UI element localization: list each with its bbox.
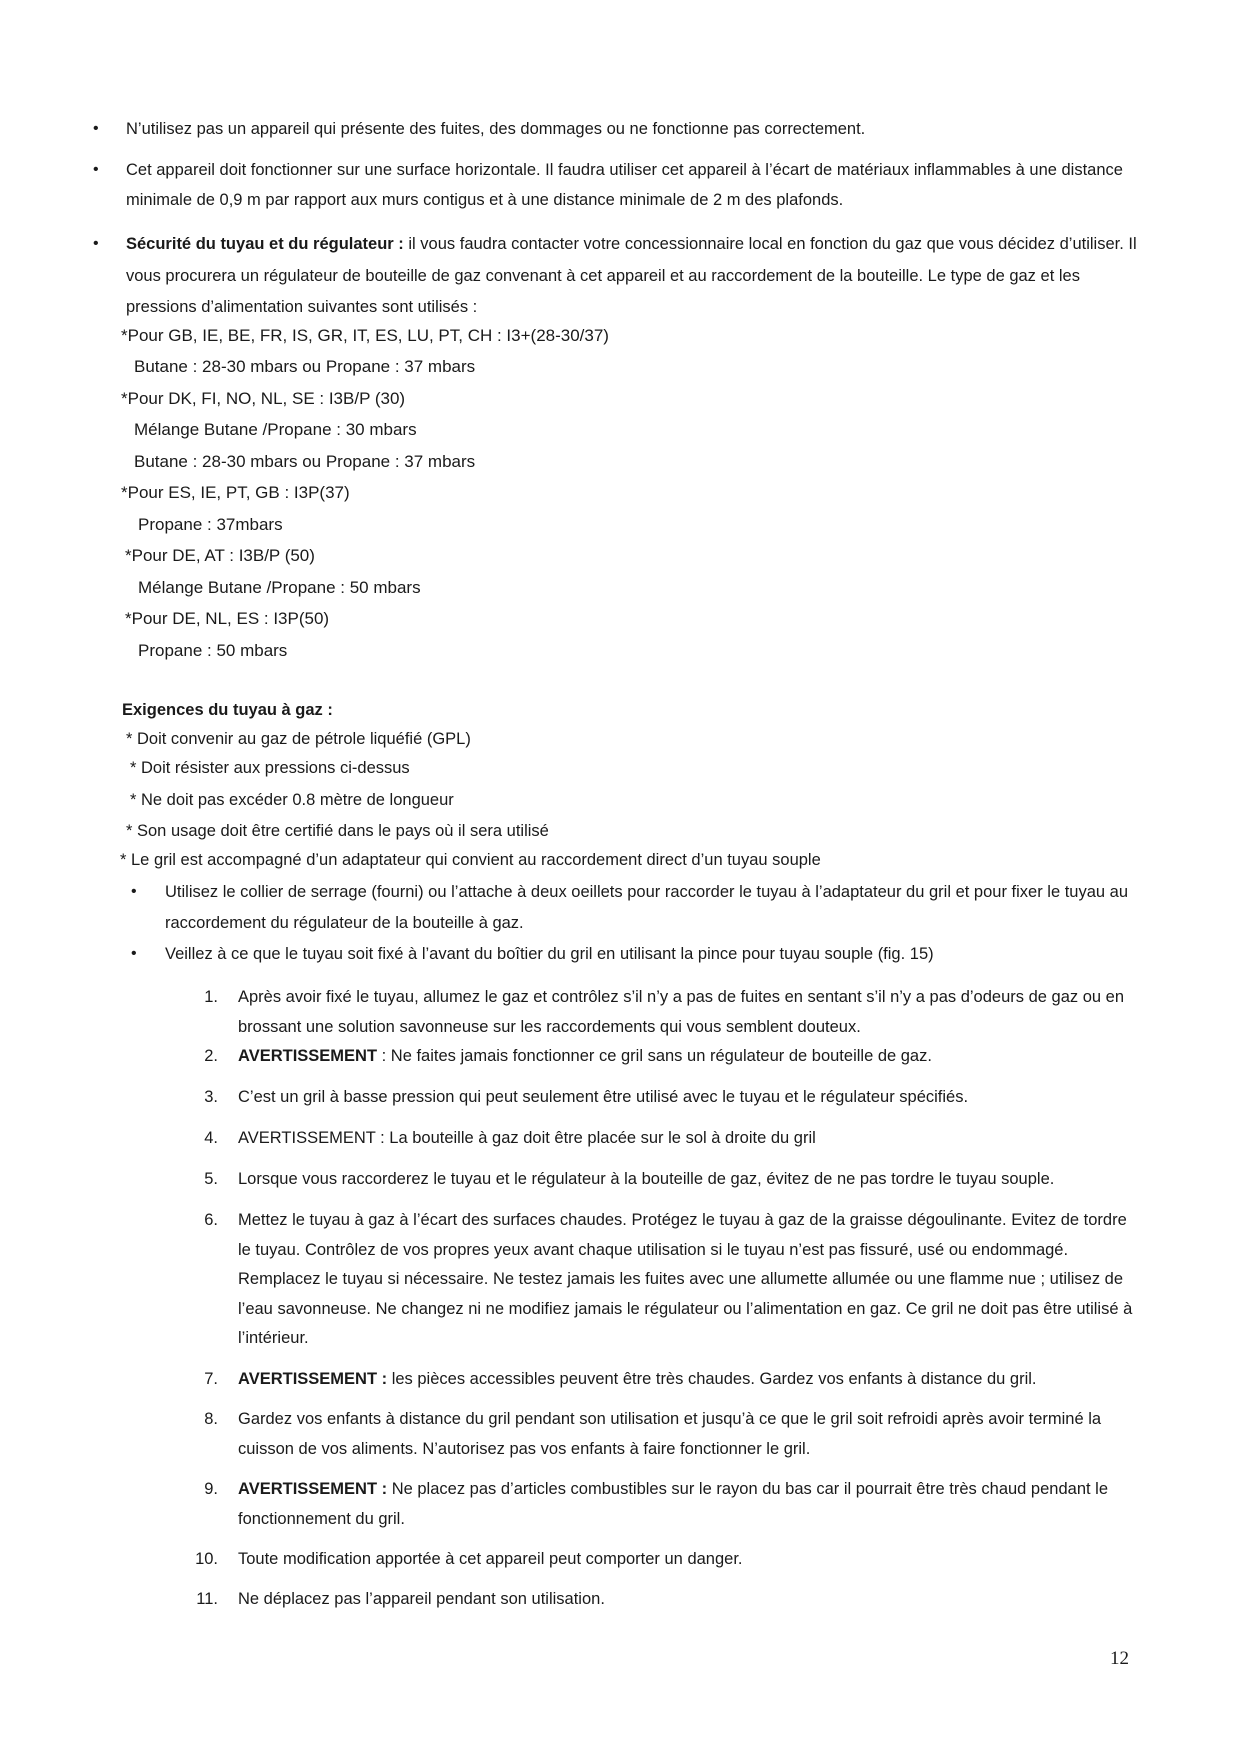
sub-bullet-item: Veillez à ce que le tuyau soit fixé à l’avant du boîtier du gril en utilisant la pince pour tuyau souple (fig. 15) [165,945,934,963]
list-item [238,1365,1143,1395]
bullet-text: N’utilisez pas un appareil qui présente des fuites, des dommages ou ne fonctionne pas correctement. [126,120,866,138]
gas-line: Butane : 28-30 mbars ou Propane : 37 mbars [134,357,476,376]
list-item [238,1124,1143,1154]
gas-line: Propane : 37mbars [138,515,283,534]
warning-label: AVERTISSEMENT : [238,1480,388,1498]
list-number: 8. [204,1410,218,1428]
list-number: 11. [196,1590,218,1608]
list-number: 6. [204,1211,218,1229]
list-item [238,1585,1143,1615]
list-item [238,983,1143,1042]
gas-line: *Pour DE, NL, ES : I3P(50) [125,609,330,628]
list-number: 7. [204,1370,218,1388]
gas-line: *Pour ES, IE, PT, GB : I3P(37) [121,483,350,502]
bullet-bold-heading: Sécurité du tuyau et du régulateur : [126,235,404,253]
list-item [238,1405,1143,1464]
requirement-line: * Ne doit pas excéder 0.8 mètre de longueur [130,791,454,809]
list-item [238,1475,1143,1534]
bullet-dot: • [93,120,99,137]
gas-line: *Pour DE, AT : I3B/P (50) [125,546,315,565]
list-number: 5. [204,1170,218,1188]
list-item-text: Toute modification apportée à cet appareil peut comporter un danger. [238,1550,743,1568]
list-number: 10. [195,1550,218,1568]
bullet-item [126,114,1136,144]
bullet-dot: • [93,161,99,178]
gas-line: Propane : 50 mbars [138,641,288,660]
gas-line: Butane : 28-30 mbars ou Propane : 37 mbars [134,452,476,471]
warning-label: AVERTISSEMENT : [238,1370,388,1388]
requirement-line: * Doit convenir au gaz de pétrole liquéfié (GPL) [126,730,471,748]
bullet-item [126,155,1136,215]
gas-line: Mélange Butane /Propane : 50 mbars [138,578,421,597]
list-item [238,1165,1143,1195]
gas-line: Mélange Butane /Propane : 30 mbars [134,420,417,439]
bullet-dot: • [93,235,99,252]
sub-bullet-item: Utilisez le collier de serrage (fourni) ou l’attache à deux oeillets pour raccorder le tuyau à l’adaptateur du gril et pour fixer le tuyau au raccordement du régulateur de la bouteille à gaz. [165,883,1129,932]
list-number: 3. [204,1088,218,1106]
bullet-text: Cet appareil doit fonctionner sur une surface horizontale. Il faudra utiliser cet appareil à l’écart de matériaux inflammables à une distance minimale de 0,9 m par rapport aux murs contigus et à une distance minimale de 2 m des plafonds. [126,161,1123,209]
list-number: 2. [204,1047,218,1065]
list-item [238,1042,1143,1072]
requirement-line: * Doit résister aux pressions ci-dessus [130,759,410,777]
gas-line: *Pour GB, IE, BE, FR, IS, GR, IT, ES, LU, PT, CH : I3+(28-30/37) [121,326,609,345]
list-item [238,1083,1143,1113]
bullet-item [126,229,1146,324]
list-number: 4. [204,1129,218,1147]
warning-label: AVERTISSEMENT [238,1047,378,1065]
hose-requirements-title: Exigences du tuyau à gaz : [122,701,333,719]
list-item-text: Après avoir fixé le tuyau, allumez le gaz et contrôlez s’il n’y a pas de fuites en sentant s’il n’y a pas d’odeurs de gaz ou en brossant une solution savonneuse sur les raccordements qui vous semblent douteux. [238,988,1124,1036]
list-item-text: Ne placez pas d’articles combustibles sur le rayon du bas car il pourrait être très chaud pendant le fonctionnement du gril. [238,1480,1109,1528]
list-item-text: les pièces accessibles peuvent être très chaudes. Gardez vos enfants à distance du gril. [387,1370,1037,1388]
list-item [238,1206,1143,1354]
list-item-text: C’est un gril à basse pression qui peut seulement être utilisé avec le tuyau et le régulateur spécifiés. [238,1088,969,1106]
list-item-text: Lorsque vous raccorderez le tuyau et le régulateur à la bouteille de gaz, évitez de ne pas tordre le tuyau souple. [238,1170,1055,1188]
list-item [238,1545,1143,1575]
gas-line: *Pour DK, FI, NO, NL, SE : I3B/P (30) [121,389,406,408]
bullet-text: il vous faudra contacter votre concessionnaire local en fonction du gaz que vous décidez d’utiliser. Il vous procurera un régulateur de bouteille de gaz convenant à cet appareil et au raccordement de la bouteille. Le type de gaz et les pressions d’alimentation suivantes sont utilisés : [126,235,1137,316]
list-number: 9. [204,1480,218,1498]
list-item-text: Mettez le tuyau à gaz à l’écart des surfaces chaudes. Protégez le tuyau à gaz de la graisse dégoulinante. Evitez de tordre le tuyau. Contrôlez de vos propres yeux avant chaque utilisation si le tuyau n’est pas fissuré, usé ou endommagé. Remplacez le tuyau si nécessaire. Ne testez jamais les fuites avec une allumette allumée ou une flamme nue ; utilisez de l’eau savonneuse. Ne changez ni ne modifiez jamais le régulateur ou l’alimentation en gaz. Ce gril ne doit pas être utilisé à l’intérieur. [238,1211,1133,1347]
page-number: 12 [1110,1648,1129,1669]
list-item-text: AVERTISSEMENT : La bouteille à gaz doit être placée sur le sol à droite du gril [238,1129,816,1147]
requirement-line: * Son usage doit être certifié dans le pays où il sera utilisé [126,822,549,840]
bullet-dot: • [131,945,137,962]
requirement-line: * Le gril est accompagné d’un adaptateur qui convient au raccordement direct d’un tuyau souple [120,851,821,869]
list-item-text: Gardez vos enfants à distance du gril pendant son utilisation et jusqu’à ce que le gril soit refroidi après avoir terminé la cuisson de vos aliments. N’autorisez pas vos enfants à faire fonctionner le gril. [238,1410,1102,1458]
bullet-dot: • [131,883,137,900]
list-item-text: Ne déplacez pas l’appareil pendant son utilisation. [238,1590,605,1608]
list-item-text: : Ne faites jamais fonctionner ce gril sans un régulateur de bouteille de gaz. [377,1047,932,1065]
list-number: 1. [204,988,218,1006]
